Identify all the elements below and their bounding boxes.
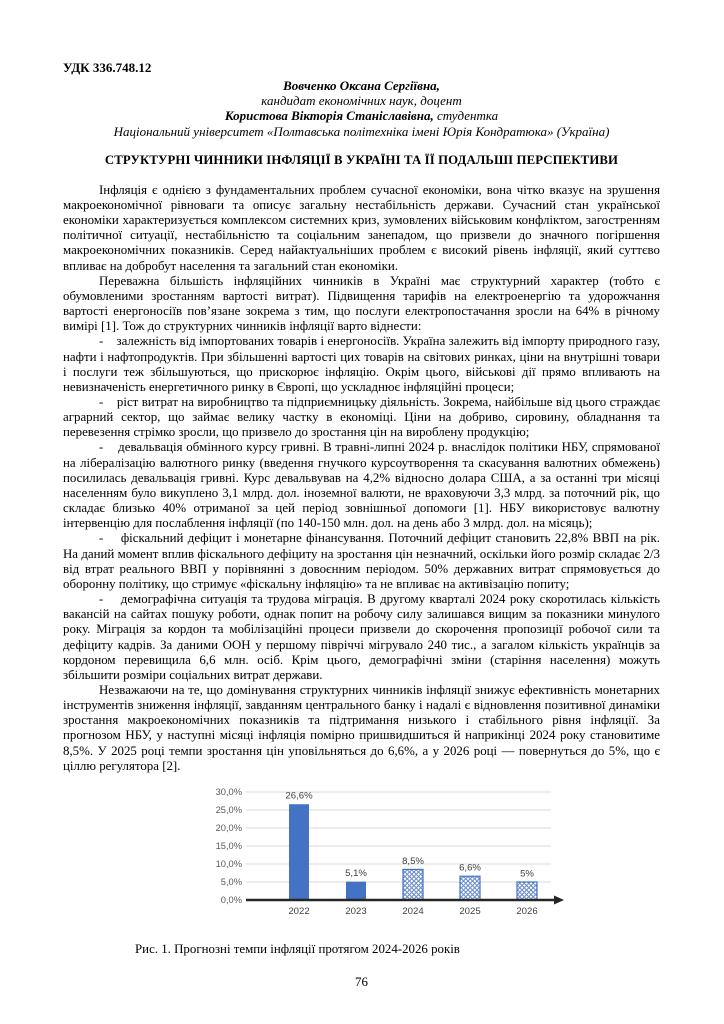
inflation-forecast-figure — [135, 782, 660, 957]
y-axis-tick-label: 15,0% — [215, 841, 242, 852]
x-axis-arrow — [554, 895, 564, 904]
y-axis-tick-label: 20,0% — [215, 823, 242, 834]
bar-value-label: 8,5% — [402, 855, 424, 867]
byline-segment: студентка — [433, 108, 499, 124]
bar-chart — [198, 782, 570, 937]
x-axis-category-label: 2023 — [345, 905, 367, 917]
x-axis-category-label: 2022 — [288, 905, 310, 917]
byline-segment: Вовченко Оксана Сергіївна, — [283, 78, 440, 93]
paragraph: Переважна більшість інфляційних чинників в Україні має структурний характер (тобто є обумовленими зростанням вартості витрат). Підвищення тарифів на електроенергію та удорожчання вартості енергоносіїв пов’язане зокрема з тим, що послуги електропостачання зросли на 64% в річному вимірі [1]. Тож до структурних чинників інфляції варто віднести: — [63, 273, 660, 334]
paragraph: Інфляція є однією з фундаментальних проблем сучасної економіки, вона чітко вказує на зрушення макроекономічної рівноваги та описує загальну нестабільність держави. Сучасний стан української економіки характеризується комплексом системних криз, зумовлених військовим конфліктом, загостренням політичної ситуації, нестабільністю та соціальним занепадом, що призвели до значного погіршення макроекономічних показників. Серед найактуальніших проблем є високий рівень інфляції, який суттєво впливає на добробут населення та загальний стан економіки. — [63, 182, 660, 273]
byline-line — [63, 108, 660, 123]
figure-caption: Рис. 1. Прогнозні темпи інфляції протягом 2024-2026 років — [135, 941, 460, 956]
bullet-paragraph: - демографічна ситуація та трудова міграція. В другому кварталі 2024 року скоротилась кількість вакансій на сайтах пошуку роботи, однак попит на робочу силу залишався вищим за показники минулого року. Міграція за кордон та мобілізаційні процеси призвели до скорочення пропозиції робочої сили та дефіциту кадрів. За даними ООН у першому півріччі мігрувало 240 тис., а загалом кількість українців за кордоном перевищила 6,6 млн. осіб. Крім цього, демографічні зміни (старіння населення) можуть збільшити розміри соціальних витрат держави. — [63, 592, 660, 682]
y-axis-tick-label: 25,0% — [215, 805, 242, 816]
article-body — [63, 183, 660, 774]
bar-value-label: 5,1% — [345, 868, 367, 880]
y-axis-tick-label: 30,0% — [215, 787, 242, 798]
bar-solid — [346, 882, 366, 900]
bar-solid — [289, 804, 309, 900]
article-title: СТРУКТУРНІ ЧИННИКИ ІНФЛЯЦІЇ В УКРАЇНІ ТА ЇЇ ПОДАЛЬШІ ПЕРСПЕКТИВИ — [104, 152, 619, 167]
bar-value-label: 26,6% — [285, 790, 313, 802]
bullet-paragraph: - ріст витрат на виробництво та підприємницьку діяльність. Зокрема, найбільше від цього страждає аграрний сектор, що займає велику частку в економіці. Ціни на добриво, сировину, обладнання та перевезення стрімко зросли, що призвело до зростання цін на вироблену продукцію; — [63, 395, 660, 440]
bullet-paragraph: - фіскальний дефіцит і монетарне фінансування. Поточний дефіцит становить 22,8% ВВП на рік. На даний момент вплив фіскального дефіциту на зростання цін незначний, оскільки його розмір складає 2/3 від втрат реального ВВП у порівнянні з довоєнним періодом. 50% державних витрат спрямовується до оборонну політику, що стримує «фіскальну інфляцію» та не впливає на активізацію попиту; — [63, 531, 660, 591]
author-block — [63, 78, 660, 139]
y-axis-tick-label: 5,0% — [220, 877, 242, 888]
bar-hatched — [403, 869, 423, 900]
bullet-paragraph: - девальвація обмінного курсу гривні. В травні-липні 2024 р. внаслідок політики НБУ, спрямованої на лібералізацію валютного ринку (введення гнучкого курсоутворення та скасування валютних обмежень) посилилась девальвація гривні. Курс девальвував на 4,2% відносно долара США, а за останні три місяці населенням було викуплено 3,1 млрд. дол. іноземної валюти, не враховуючи 3,3 млрд. за поточний рік, що складає близько 40% отриманої за цей період зовнішньої допомоги [1]. НБУ використовує валютну інтервенцію для послаблення інфляції (по 140-150 млн. дол. на день або 3 млрд. дол. на місяць); — [63, 440, 660, 531]
byline-segment: Національний університет «Полтавська політехніка імені Юрія Кондратюка» (Україна) — [113, 123, 610, 139]
bar-hatched — [517, 882, 537, 900]
x-axis-category-label: 2024 — [402, 905, 424, 917]
y-axis-tick-label: 10,0% — [215, 859, 242, 870]
x-axis-category-label: 2026 — [516, 905, 538, 917]
bar-value-label: 5% — [520, 868, 534, 880]
udc-code: УДК 336.748.12 — [63, 60, 152, 75]
byline-line — [63, 78, 660, 93]
byline-line — [63, 124, 660, 139]
bullet-paragraph: - залежність від імпортованих товарів і енергоносіїв. Україна залежить від імпорту природного газу, нафти і нафтопродуктів. При збільшенні вартості цих товарів на світових ринках, ціни на внутрішні товари і послуги теж збільшуються, що прискорює інфляцію. Окрім цього, військові дії прямо впливають на невизначеність енергетичного ринку в Європі, що ускладнює інфляційні процеси; — [63, 334, 660, 394]
bar-hatched — [460, 876, 480, 900]
y-axis-tick-label: 0,0% — [220, 895, 242, 906]
byline-line — [63, 93, 660, 108]
byline-segment: кандидат економічних наук, доцент — [261, 93, 462, 109]
paragraph: Незважаючи на те, що домінування структурних чинників інфляції знижує ефективність монетарних інструментів зниження інфляції, завданням центрального банку і надалі є відновлення позитивної динаміки зростання макроекономічних показників та підтримання низького і стабільного рівня інфляції. За прогнозом НБУ, у наступні місяці інфляція помірно пришвидшиться й наприкінці 2024 року становитиме 8,5%. У 2025 році темпи зростання цін уповільняться до 6,6%, а у 2026 році — повернуться до 5%, що є ціллю регулятора [2]. — [63, 682, 660, 773]
byline-segment: Користова Вікторія Станіславівна, — [224, 108, 434, 124]
x-axis-category-label: 2025 — [459, 905, 481, 917]
page-number: 76 — [355, 974, 368, 989]
bar-value-label: 6,6% — [459, 862, 481, 874]
bar-chart-svg — [198, 782, 570, 932]
